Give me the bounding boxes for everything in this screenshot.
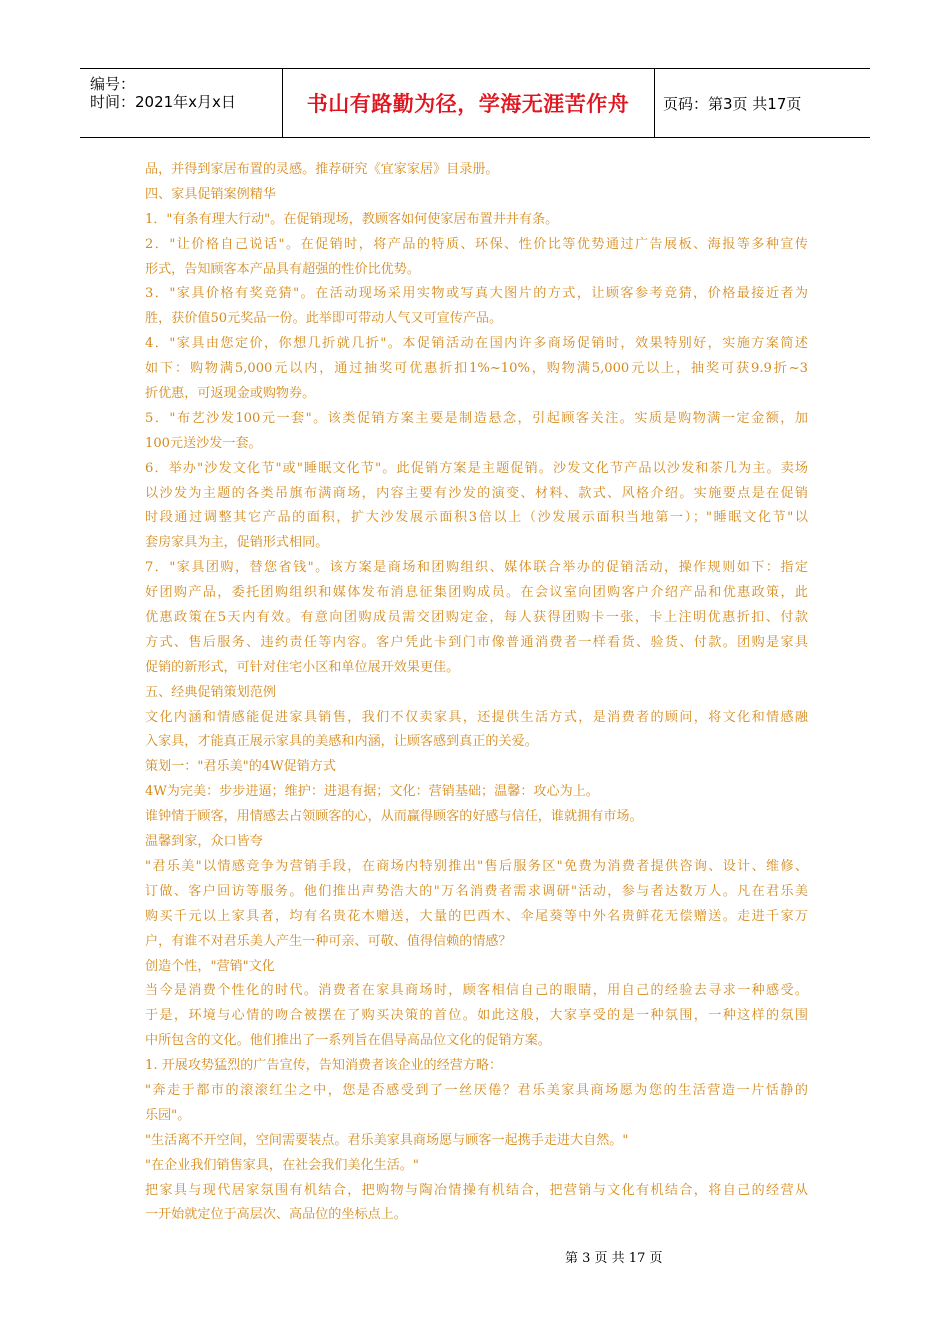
body-line: 五、经典促销策划范例	[145, 684, 276, 700]
body-line: 7．"家具团购，替您省钱"。该方案是商场和团购组织、媒体联合举办的促销活动，操作规则如下：指定	[145, 560, 808, 576]
body-line: 户，有谁不对君乐美人产生一种可亲、可敬、值得信赖的情感？	[145, 933, 512, 949]
body-line: 4W为完美：步步进逼；维护：进退有据；文化：营销基础；温馨：攻心为上。	[145, 784, 599, 800]
document-body	[145, 158, 808, 1228]
body-line: 订做、客户回访等服务。他们推出声势浩大的"万名消费者需求调研"活动，参与者达数万人。凡在君乐美	[145, 883, 808, 899]
body-line: 乐园"。	[145, 1107, 191, 1123]
header-motto: 书山有路勤为径，学海无涯苦作舟	[282, 69, 655, 137]
body-line: 谁钟情于顾客，用情感去占领顾客的心，从而赢得顾客的好感与信任，谁就拥有市场。	[145, 809, 643, 825]
body-line: 当今是消费个性化的时代。消费者在家具商场时，顾客相信自己的眼睛，用自己的经验去寻求一种感受。	[145, 983, 808, 999]
body-line: 把家具与现代居家氛围有机结合，把购物与陶冶情操有机结合，把营销与文化有机结合，将自己的经营从	[145, 1182, 808, 1198]
body-line: 好团购产品，委托团购组织和媒体发布消息征集团购成员。在会议室向团购客户介绍产品和优惠政策，此	[145, 585, 808, 601]
body-line: 套房家具为主，促销形式相同。	[145, 535, 329, 551]
header-meta	[80, 69, 283, 137]
footer-page-number: 第 3 页 共 17 页	[565, 1251, 663, 1266]
body-line: 6．举办"沙发文化节"或"睡眠文化节"。此促销方案是主题促销。沙发文化节产品以沙发和茶几为主。卖场	[145, 460, 808, 476]
body-line: 100元送沙发一套。	[145, 435, 262, 451]
body-line: 以沙发为主题的各类吊旗布满商场，内容主要有沙发的演变、材料、款式、风格介绍。实施要点是在促销	[145, 485, 808, 501]
body-line: 3．"家具价格有奖竞猜"。在活动现场采用实物或写真大图片的方式，让顾客参考竞猜，价格最接近者为	[145, 286, 808, 302]
body-line: 时段通过调整其它产品的面积，扩大沙发展示面积3倍以上（沙发展示面积当地第一）；"睡眠文化节"以	[145, 510, 808, 526]
body-line: 5．"布艺沙发100元一套"。该类促销方案主要是制造悬念，引起顾客关注。实质是购物满一定金额，加	[145, 410, 808, 426]
body-line: 折优惠，可返现金或购物券。	[145, 386, 316, 402]
body-line: 四、家具促销案例精华	[145, 186, 276, 202]
page-header	[80, 68, 870, 138]
body-line: 入家具，才能真正展示家具的美感和内涵，让顾客感到真正的关爱。	[145, 734, 538, 750]
body-line: 创造个性，"营销"文化	[145, 958, 275, 974]
body-line: 中所包含的文化。他们推出了一系列旨在倡导高品位文化的促销方案。	[145, 1033, 551, 1049]
body-line: "奔走于都市的滚滚红尘之中，您是否感受到了一丝厌倦？君乐美家具商场愿为您的生活营造一片恬静的	[145, 1082, 808, 1098]
body-line: 优惠政策在5天内有效。有意向团购成员需交团购定金，每人获得团购卡一张，卡上注明优惠折扣、付款	[145, 610, 808, 626]
body-line: 促销的新形式，可针对住宅小区和单位展开效果更佳。	[145, 659, 460, 675]
body-line: 于是，环境与心情的吻合被摆在了购买决策的首位。如此这般，大家享受的是一种氛围，一种这样的氛围	[145, 1008, 808, 1024]
body-line: 形式，告知顾客本产品具有超强的性价比优势。	[145, 261, 420, 277]
body-line: 方式、售后服务、违约责任等内容。客户凭此卡到门市像普通消费者一样看货、验货、付款。团购是家具	[145, 634, 808, 650]
body-line: 文化内涵和情感能促进家具销售，我们不仅卖家具，还提供生活方式，是消费者的顾问，将文化和情感融	[145, 709, 808, 725]
body-line: "君乐美"以情感竞争为营销手段，在商场内特别推出"售后服务区"免费为消费者提供咨询、设计、维修、	[145, 858, 808, 874]
body-line: 品，并得到家居布置的灵感。推荐研究《宜家家居》目录册。	[145, 162, 499, 177]
body-line: 2．"让价格自己说话"。在促销时，将产品的特质、环保、性价比等优势通过广告展板、海报等多种宣传	[145, 236, 808, 252]
body-line: 策划一："君乐美"的4W促销方式	[145, 759, 336, 775]
body-line: 1．"有条有理大行动"。在促销现场，教顾客如何使家居布置井井有条。	[145, 211, 559, 227]
body-line: 购买千元以上家具者，均有名贵花木赠送，大量的巴西木、伞尾葵等中外名贵鲜花无偿赠送。走进千家万	[145, 908, 808, 924]
body-line: 1. 开展攻势猛烈的广告宣传，告知消费者该企业的经营方略：	[145, 1058, 503, 1074]
body-line: "在企业我们销售家具，在社会我们美化生活。"	[145, 1157, 419, 1173]
body-line: 4．"家具由您定价，你想几折就几折"。本促销活动在国内许多商场促销时，效果特别好，实施方案简述	[145, 336, 808, 352]
body-line: 如下：购物满5,000元以内，通过抽奖可优惠折扣1%~10%，购物满5,000元以上，抽奖可获9.9折~3	[145, 361, 808, 377]
body-line: 胜，获价值50元奖品一份。此举即可带动人气又可宣传产品。	[145, 311, 503, 327]
document-number-label: 编号：	[90, 75, 136, 93]
document-time-label: 时间：2021年x月x日	[90, 93, 236, 111]
body-line: 温馨到家，众口皆夸	[145, 834, 263, 850]
header-page-number: 页码：第3页 共17页	[663, 94, 802, 113]
body-line: "生活离不开空间，空间需要装点。君乐美家具商场愿与顾客一起携手走进大自然。"	[145, 1132, 629, 1148]
body-line: 一开始就定位于高层次、高品位的坐标点上。	[145, 1207, 407, 1223]
